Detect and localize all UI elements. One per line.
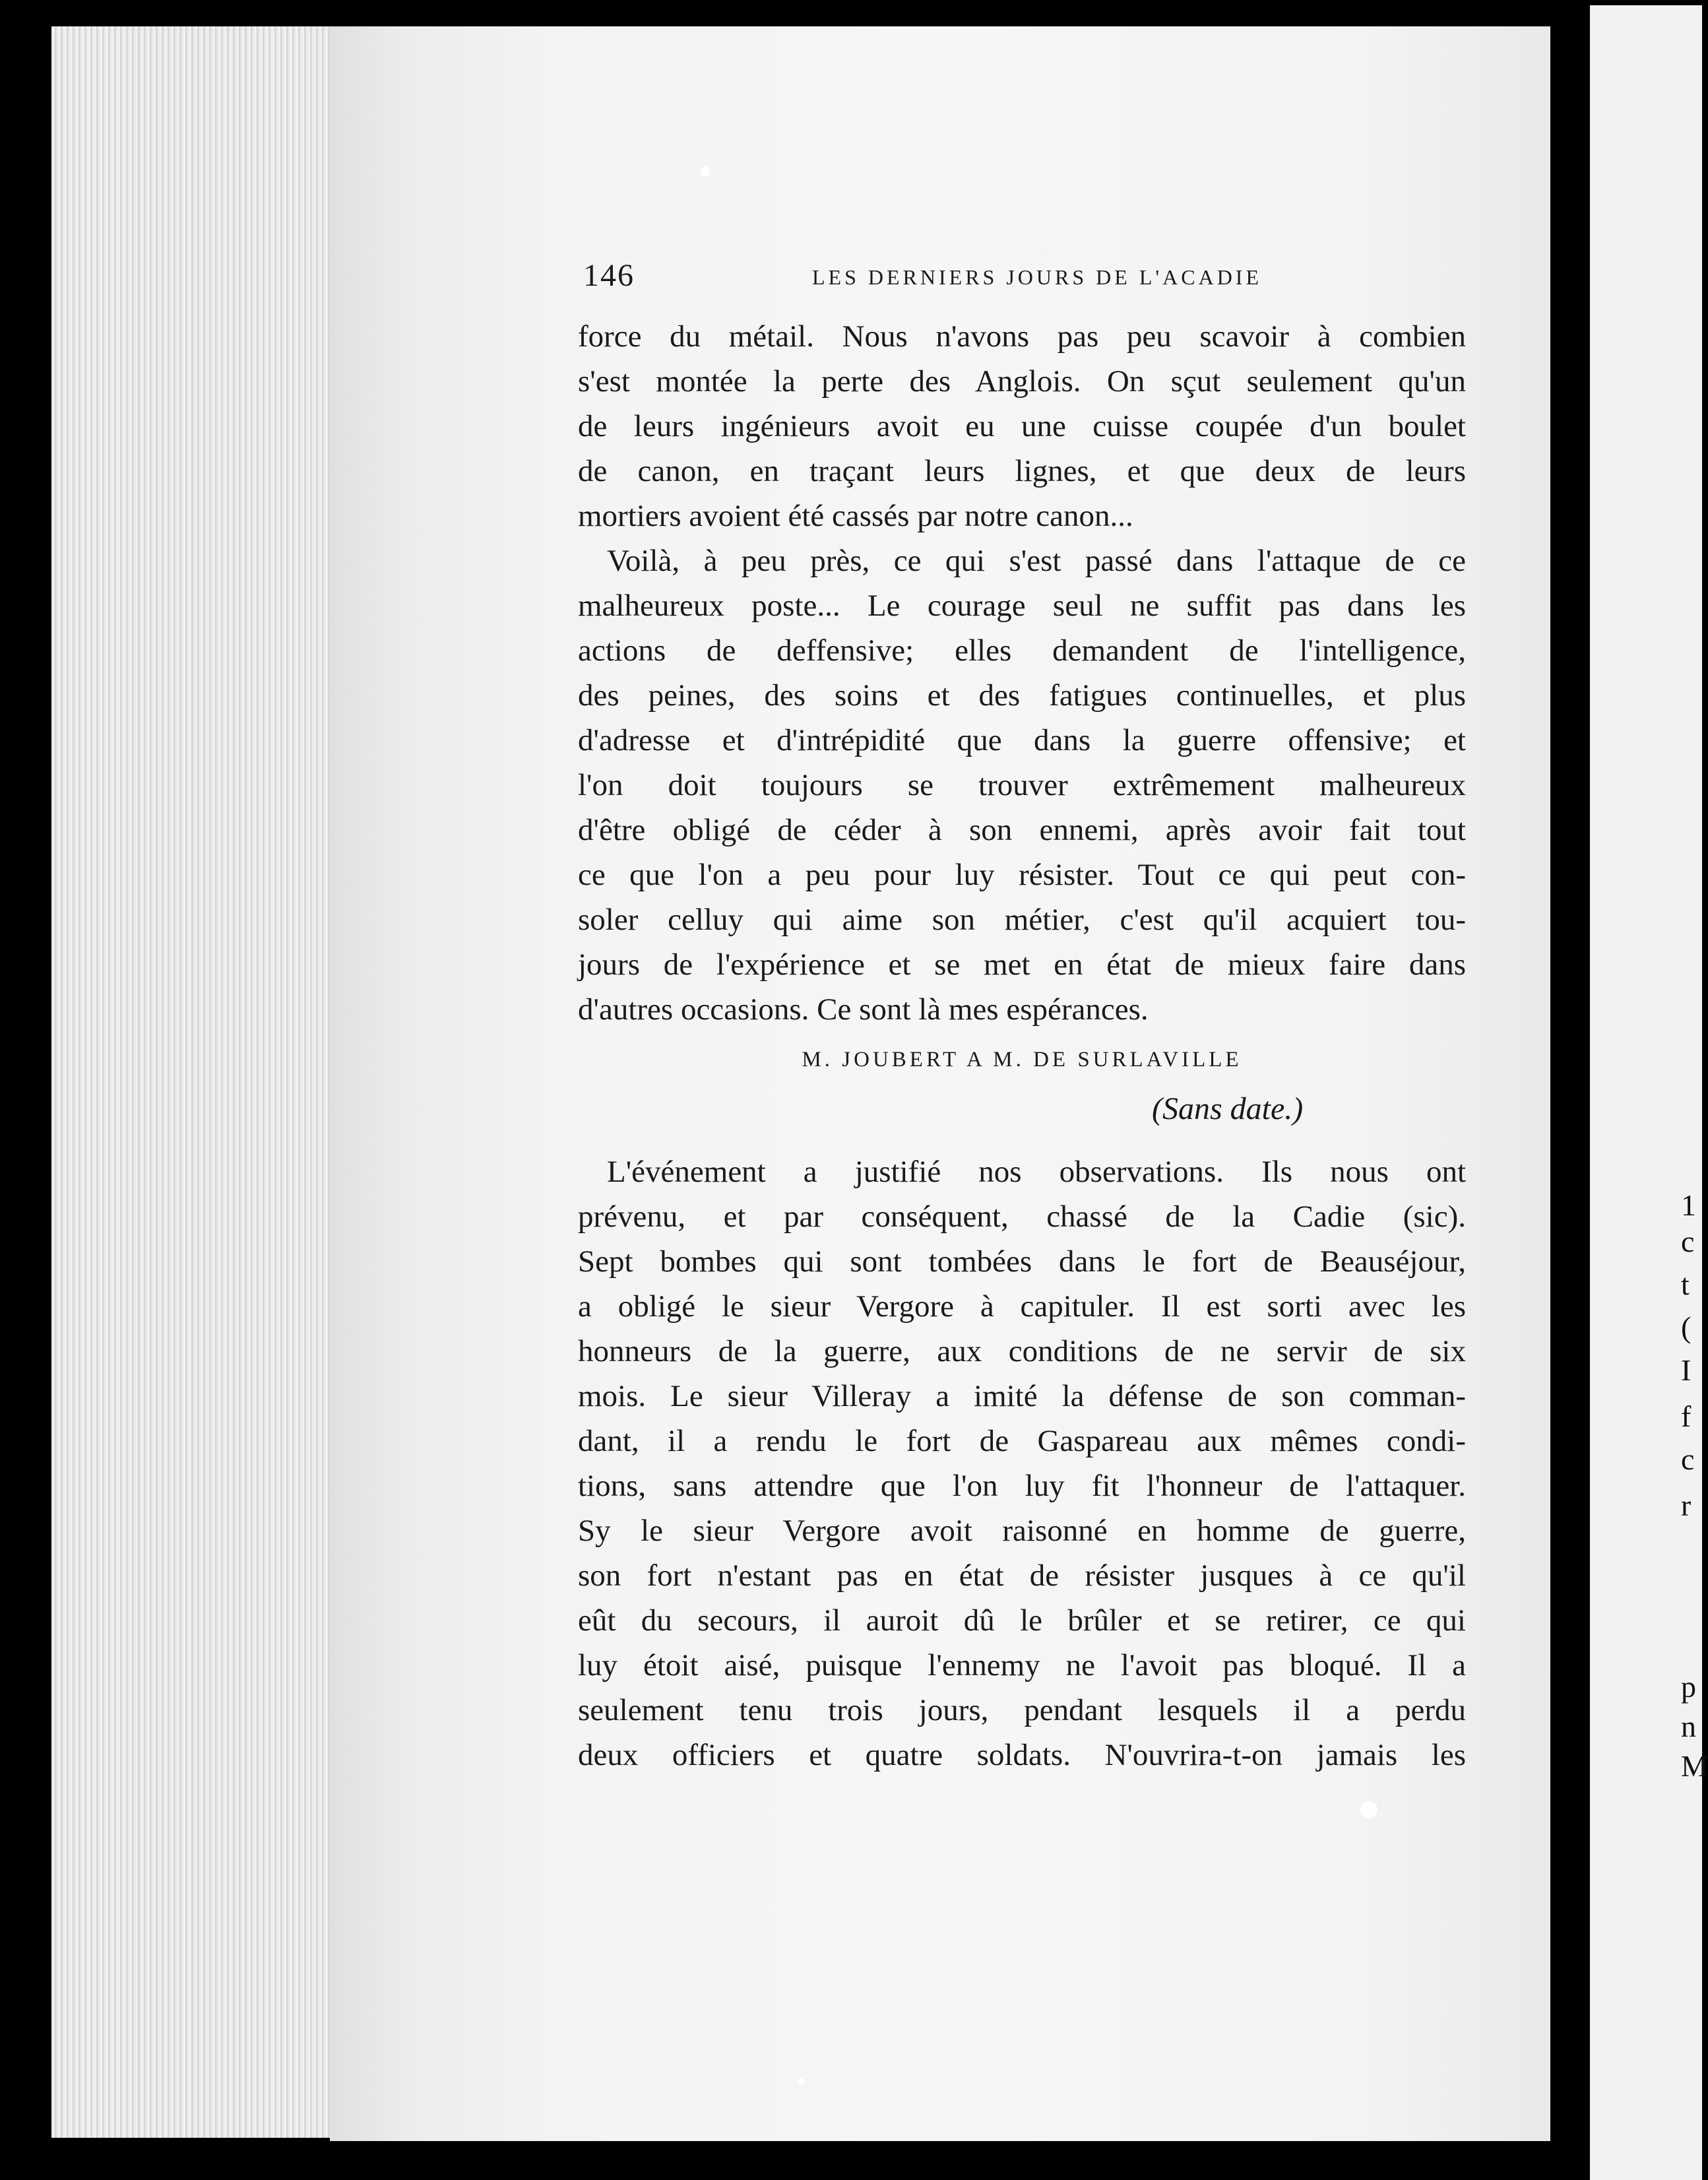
text-line: eût du secours, il auroit dû le brûler et se retirer, ce qui xyxy=(578,1603,1466,1638)
facing-page-letters xyxy=(1681,0,1708,2180)
text-line: Voilà, à peu près, ce qui s'est passé dans l'attaque de ce xyxy=(607,544,1466,578)
scan-speck xyxy=(1360,1801,1377,1818)
facing-letter: r xyxy=(1681,1489,1692,1522)
facing-letter: ( xyxy=(1681,1310,1692,1344)
text-line: honneurs de la guerre, aux conditions de ne servir de six xyxy=(578,1334,1466,1368)
text-line: dant, il a rendu le fort de Gaspareau aux mêmes condi- xyxy=(578,1424,1466,1458)
text-line: force du métail. Nous n'avons pas peu scavoir à combien xyxy=(578,319,1466,354)
text-line: L'événement a justifié nos observations. Ils nous ont xyxy=(607,1155,1466,1189)
text-line: de canon, en traçant leurs lignes, et que deux de leurs xyxy=(578,454,1466,488)
facing-letter: t xyxy=(1681,1267,1690,1301)
text-line: s'est montée la perte des Anglois. On sçut seulement qu'un xyxy=(578,364,1466,399)
text-line: ce que l'on a peu pour luy résister. Tout ce qui peut con- xyxy=(578,858,1466,892)
running-head xyxy=(578,257,1466,297)
scan-speck xyxy=(701,166,710,177)
page-number: 146 xyxy=(583,258,635,293)
letter-heading: M. JOUBERT A M. DE SURLAVILLE xyxy=(802,1048,1242,1072)
running-title: LES DERNIERS JOURS DE L'ACADIE xyxy=(812,265,1262,289)
text-line: d'être obligé de céder à son ennemi, après avoir fait tout xyxy=(578,813,1466,847)
facing-letter: 1 xyxy=(1681,1188,1696,1222)
text-line: a obligé le sieur Vergore à capituler. Il est sorti avec les xyxy=(578,1289,1466,1324)
text-line: soler celluy qui aime son métier, c'est qu'il acquiert tou- xyxy=(578,903,1466,937)
text-line: jours de l'expérience et se met en état de mieux faire dans xyxy=(578,947,1466,982)
text-line: prévenu, et par conséquent, chassé de la Cadie (sic). xyxy=(578,1200,1466,1234)
facing-letter: n xyxy=(1681,1710,1696,1743)
text-line: son fort n'estant pas en état de résister jusques à ce qu'il xyxy=(578,1558,1466,1593)
facing-letter: c xyxy=(1681,1225,1695,1258)
text-line: deux officiers et quatre soldats. N'ouvrira-t-on jamais les xyxy=(578,1738,1466,1772)
text-line: malheureux poste... Le courage seul ne suffit pas dans les xyxy=(578,589,1466,623)
facing-letter: c xyxy=(1681,1442,1695,1476)
page-edges xyxy=(51,26,342,2138)
text-line: Sept bombes qui sont tombées dans le fort de Beauséjour, xyxy=(578,1244,1466,1279)
letter-date: (Sans date.) xyxy=(1152,1091,1304,1126)
text-line: mois. Le sieur Villeray a imité la défense de son comman- xyxy=(578,1379,1466,1413)
text-line: tions, sans attendre que l'on luy fit l'honneur de l'attaquer. xyxy=(578,1469,1466,1503)
text-line: des peines, des soins et des fatigues continuelles, et plus xyxy=(578,678,1466,713)
facing-letter: f xyxy=(1681,1399,1692,1433)
facing-letter: I xyxy=(1681,1353,1692,1387)
text-line: seulement tenu trois jours, pendant lesquels il a perdu xyxy=(578,1693,1466,1727)
text-line: luy étoit aisé, puisque l'ennemy ne l'avoit pas bloqué. Il a xyxy=(578,1648,1466,1683)
text-line: d'autres occasions. Ce sont là mes espérances. xyxy=(578,992,1149,1027)
facing-letter: M xyxy=(1681,1749,1708,1783)
text-line: de leurs ingénieurs avoit eu une cuisse coupée d'un boulet xyxy=(578,409,1466,443)
text-line: mortiers avoient été cassés par notre canon... xyxy=(578,499,1133,533)
text-line: actions de deffensive; elles demandent de l'intelligence, xyxy=(578,633,1466,668)
scan-speck xyxy=(798,2078,805,2085)
text-line: Sy le sieur Vergore avoit raisonné en homme de guerre, xyxy=(578,1514,1466,1548)
text-line: d'adresse et d'intrépidité que dans la guerre offensive; et xyxy=(578,723,1466,757)
facing-letter: p xyxy=(1681,1670,1696,1704)
text-line: l'on doit toujours se trouver extrêmement malheureux xyxy=(578,768,1466,802)
